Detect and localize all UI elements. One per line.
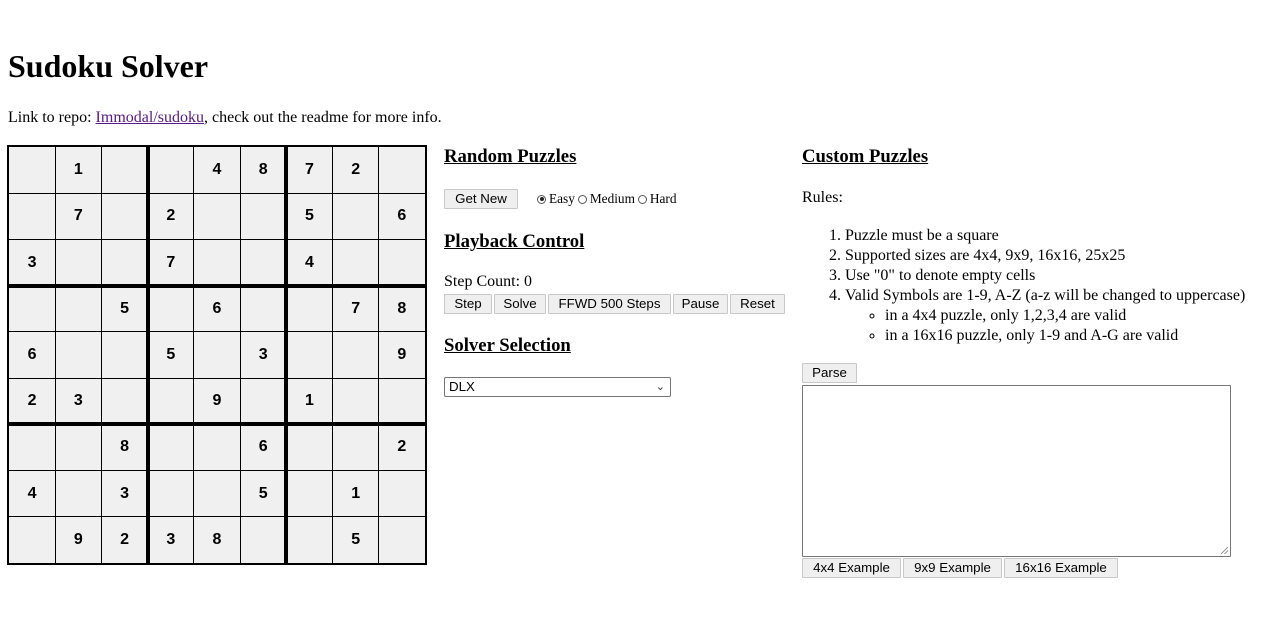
sudoku-cell[interactable]: 7 xyxy=(166,253,176,271)
sudoku-cell[interactable]: 5 xyxy=(166,345,176,363)
cell-divider-vertical xyxy=(332,147,333,563)
reset-button[interactable]: Reset xyxy=(730,294,785,314)
step-count xyxy=(444,273,532,291)
sudoku-cell[interactable]: 2 xyxy=(351,161,361,179)
sudoku-cell[interactable] xyxy=(379,147,425,193)
sudoku-cell[interactable]: 8 xyxy=(120,438,129,456)
puzzle-textarea[interactable] xyxy=(802,385,1231,557)
sudoku-cell[interactable]: 5 xyxy=(351,530,361,548)
intro-suffix: , check out the readme for more info. xyxy=(203,109,442,126)
cell-divider-horizontal xyxy=(9,516,425,517)
sudoku-cell[interactable] xyxy=(286,286,332,332)
ffwd-button[interactable]: FFWD 500 Steps xyxy=(548,294,671,314)
sudoku-cell[interactable]: 9 xyxy=(212,392,222,410)
sudoku-cell[interactable]: 4 xyxy=(27,484,37,502)
radio-easy-icon[interactable] xyxy=(537,195,546,204)
difficulty-medium[interactable] xyxy=(578,191,635,207)
sudoku-cell[interactable] xyxy=(148,471,194,517)
sudoku-cell[interactable]: 6 xyxy=(27,345,37,363)
rules-list xyxy=(802,226,1280,346)
sudoku-cell[interactable] xyxy=(101,239,147,285)
sudoku-cell[interactable]: 1 xyxy=(73,161,83,179)
cell-divider-vertical xyxy=(101,147,102,563)
sudoku-cell[interactable]: 6 xyxy=(212,299,222,317)
sudoku-cell[interactable]: 3 xyxy=(166,530,176,548)
sudoku-cell[interactable] xyxy=(101,332,147,378)
sudoku-cell[interactable] xyxy=(379,471,425,517)
sudoku-cell[interactable]: 7 xyxy=(304,161,314,179)
sudoku-cell[interactable]: 2 xyxy=(27,392,37,410)
sudoku-cell[interactable]: 3 xyxy=(27,253,37,271)
sudoku-cell[interactable] xyxy=(240,378,286,424)
rule-item: 3. Use "0" to denote empty cells xyxy=(845,266,1280,286)
sudoku-cell[interactable] xyxy=(55,239,101,285)
cell-divider-horizontal xyxy=(9,239,425,240)
sudoku-cell[interactable]: 6 xyxy=(258,438,268,456)
cell-divider-vertical xyxy=(55,147,56,563)
sudoku-cell[interactable] xyxy=(286,471,332,517)
subrule-item: ◦ in a 16x16 puzzle, only 1-9 and A-G are valid xyxy=(885,326,1280,346)
box-divider-horizontal xyxy=(9,284,425,288)
cell-divider-horizontal xyxy=(9,331,425,332)
cell-divider-horizontal xyxy=(9,378,425,379)
sudoku-board xyxy=(7,145,427,565)
solve-button[interactable]: Solve xyxy=(494,294,546,314)
sudoku-cell[interactable] xyxy=(333,424,379,470)
sudoku-cell[interactable] xyxy=(194,239,240,285)
example-9x9-button[interactable]: 9x9 Example xyxy=(903,558,1002,578)
sudoku-cell[interactable] xyxy=(9,424,55,470)
sudoku-cell[interactable] xyxy=(9,147,55,193)
repo-link[interactable]: Immodal/sudoku xyxy=(95,109,204,126)
example-16x16-button[interactable]: 16x16 Example xyxy=(1004,558,1118,578)
cell-divider-vertical xyxy=(193,147,194,563)
sudoku-cell[interactable] xyxy=(333,193,379,239)
sudoku-cell[interactable] xyxy=(240,286,286,332)
sudoku-cell[interactable] xyxy=(101,378,147,424)
sudoku-cell[interactable]: 5 xyxy=(304,207,314,225)
rule-item-text: Valid Symbols are 1-9, A-Z (a-z will be changed to uppercase) xyxy=(845,287,1246,304)
get-new-button[interactable]: Get New xyxy=(444,189,518,209)
cell-divider-horizontal xyxy=(9,470,425,471)
parse-button[interactable]: Parse xyxy=(802,363,857,383)
rule-item: 2. Supported sizes are 4x4, 9x9, 16x16, 25x25 xyxy=(845,246,1280,266)
sudoku-cell[interactable]: 2 xyxy=(397,438,407,456)
sudoku-cell[interactable] xyxy=(240,517,286,563)
pause-button[interactable]: Pause xyxy=(673,294,728,314)
sudoku-cell[interactable]: 8 xyxy=(258,161,268,179)
rule-item xyxy=(845,286,1280,346)
sudoku-cell[interactable] xyxy=(55,332,101,378)
sudoku-cell[interactable] xyxy=(379,239,425,285)
page-title: Sudoku Solver xyxy=(8,48,209,84)
sudoku-cell[interactable] xyxy=(55,471,101,517)
resize-grip-icon[interactable] xyxy=(1221,547,1228,554)
sudoku-cell[interactable] xyxy=(333,378,379,424)
sudoku-cell[interactable]: 4 xyxy=(212,161,222,179)
difficulty-hard[interactable] xyxy=(638,191,677,207)
rule-item: 1. Puzzle must be a square xyxy=(845,226,1280,246)
difficulty-easy[interactable] xyxy=(537,191,575,207)
step-count-label: Step Count: xyxy=(444,273,525,290)
subrules-list xyxy=(845,306,1280,346)
chevron-down-icon: ⌄ xyxy=(655,381,665,393)
sudoku-cell[interactable] xyxy=(9,517,55,563)
rules-label: Rules: xyxy=(802,189,843,206)
sudoku-cell[interactable]: 3 xyxy=(120,484,129,502)
sudoku-cell[interactable] xyxy=(101,193,147,239)
sudoku-cell[interactable] xyxy=(148,378,194,424)
sudoku-cell[interactable]: 4 xyxy=(304,253,314,271)
intro-text xyxy=(8,108,442,128)
sudoku-cell[interactable]: 5 xyxy=(258,484,268,502)
cell-divider-horizontal xyxy=(9,193,425,194)
cell-divider-vertical xyxy=(240,147,241,563)
sudoku-cell[interactable] xyxy=(194,332,240,378)
sudoku-cell[interactable] xyxy=(148,286,194,332)
sudoku-cell[interactable]: 2 xyxy=(166,207,176,225)
box-divider-vertical xyxy=(284,147,288,563)
sudoku-cell[interactable]: 9 xyxy=(73,530,83,548)
sudoku-cell[interactable] xyxy=(194,424,240,470)
sudoku-cell[interactable]: 5 xyxy=(120,299,129,317)
sudoku-cell[interactable] xyxy=(9,193,55,239)
solver-select[interactable] xyxy=(444,377,671,397)
sudoku-cell[interactable] xyxy=(333,239,379,285)
sudoku-cell[interactable] xyxy=(379,517,425,563)
sudoku-cell[interactable]: 7 xyxy=(73,207,83,225)
sudoku-cell[interactable]: 1 xyxy=(351,484,361,502)
custom-puzzles-heading: Custom Puzzles xyxy=(802,146,929,167)
sudoku-cell[interactable] xyxy=(9,286,55,332)
sudoku-cell[interactable] xyxy=(379,378,425,424)
solver-selected-value: DLX xyxy=(449,379,475,394)
sudoku-cell[interactable]: 7 xyxy=(351,299,361,317)
sudoku-cell[interactable]: 3 xyxy=(73,392,83,410)
sudoku-cell[interactable] xyxy=(286,517,332,563)
sudoku-cell[interactable] xyxy=(148,424,194,470)
sudoku-cell[interactable]: 3 xyxy=(258,345,268,363)
sudoku-cell[interactable] xyxy=(101,147,147,193)
step-button[interactable]: Step xyxy=(444,294,492,314)
intro-prefix: Link to repo: xyxy=(8,109,96,126)
radio-medium-icon[interactable] xyxy=(578,195,587,204)
difficulty-radio-group xyxy=(537,191,680,207)
sudoku-cell[interactable] xyxy=(194,471,240,517)
sudoku-cell[interactable]: 2 xyxy=(120,530,129,548)
solver-selection-heading: Solver Selection xyxy=(444,335,571,356)
difficulty-medium-label: Medium xyxy=(589,191,635,206)
example-4x4-button[interactable]: 4x4 Example xyxy=(802,558,901,578)
sudoku-cell[interactable]: 9 xyxy=(397,345,407,363)
sudoku-cell[interactable] xyxy=(55,424,101,470)
difficulty-easy-label: Easy xyxy=(549,191,575,206)
sudoku-cell[interactable] xyxy=(286,332,332,378)
sudoku-cell[interactable] xyxy=(240,193,286,239)
sudoku-cell[interactable] xyxy=(194,193,240,239)
sudoku-cell[interactable] xyxy=(55,286,101,332)
subrule-item: ◦ in a 4x4 puzzle, only 1,2,3,4 are valid xyxy=(885,306,1280,326)
sudoku-cell[interactable] xyxy=(333,332,379,378)
sudoku-cell[interactable]: 1 xyxy=(304,392,314,410)
radio-hard-icon[interactable] xyxy=(638,195,647,204)
sudoku-cell[interactable]: 6 xyxy=(397,207,407,225)
box-divider-horizontal xyxy=(9,422,425,426)
sudoku-cell[interactable]: 8 xyxy=(397,299,407,317)
playback-control-heading: Playback Control xyxy=(444,231,585,252)
difficulty-hard-label: Hard xyxy=(649,191,677,206)
sudoku-cell[interactable] xyxy=(148,147,194,193)
sudoku-cell[interactable] xyxy=(286,424,332,470)
box-divider-vertical xyxy=(146,147,150,563)
random-puzzles-heading: Random Puzzles xyxy=(444,146,577,167)
step-count-value: 0 xyxy=(524,273,533,290)
sudoku-cell[interactable] xyxy=(240,239,286,285)
cell-divider-vertical xyxy=(378,147,379,563)
sudoku-cell[interactable]: 8 xyxy=(212,530,222,548)
